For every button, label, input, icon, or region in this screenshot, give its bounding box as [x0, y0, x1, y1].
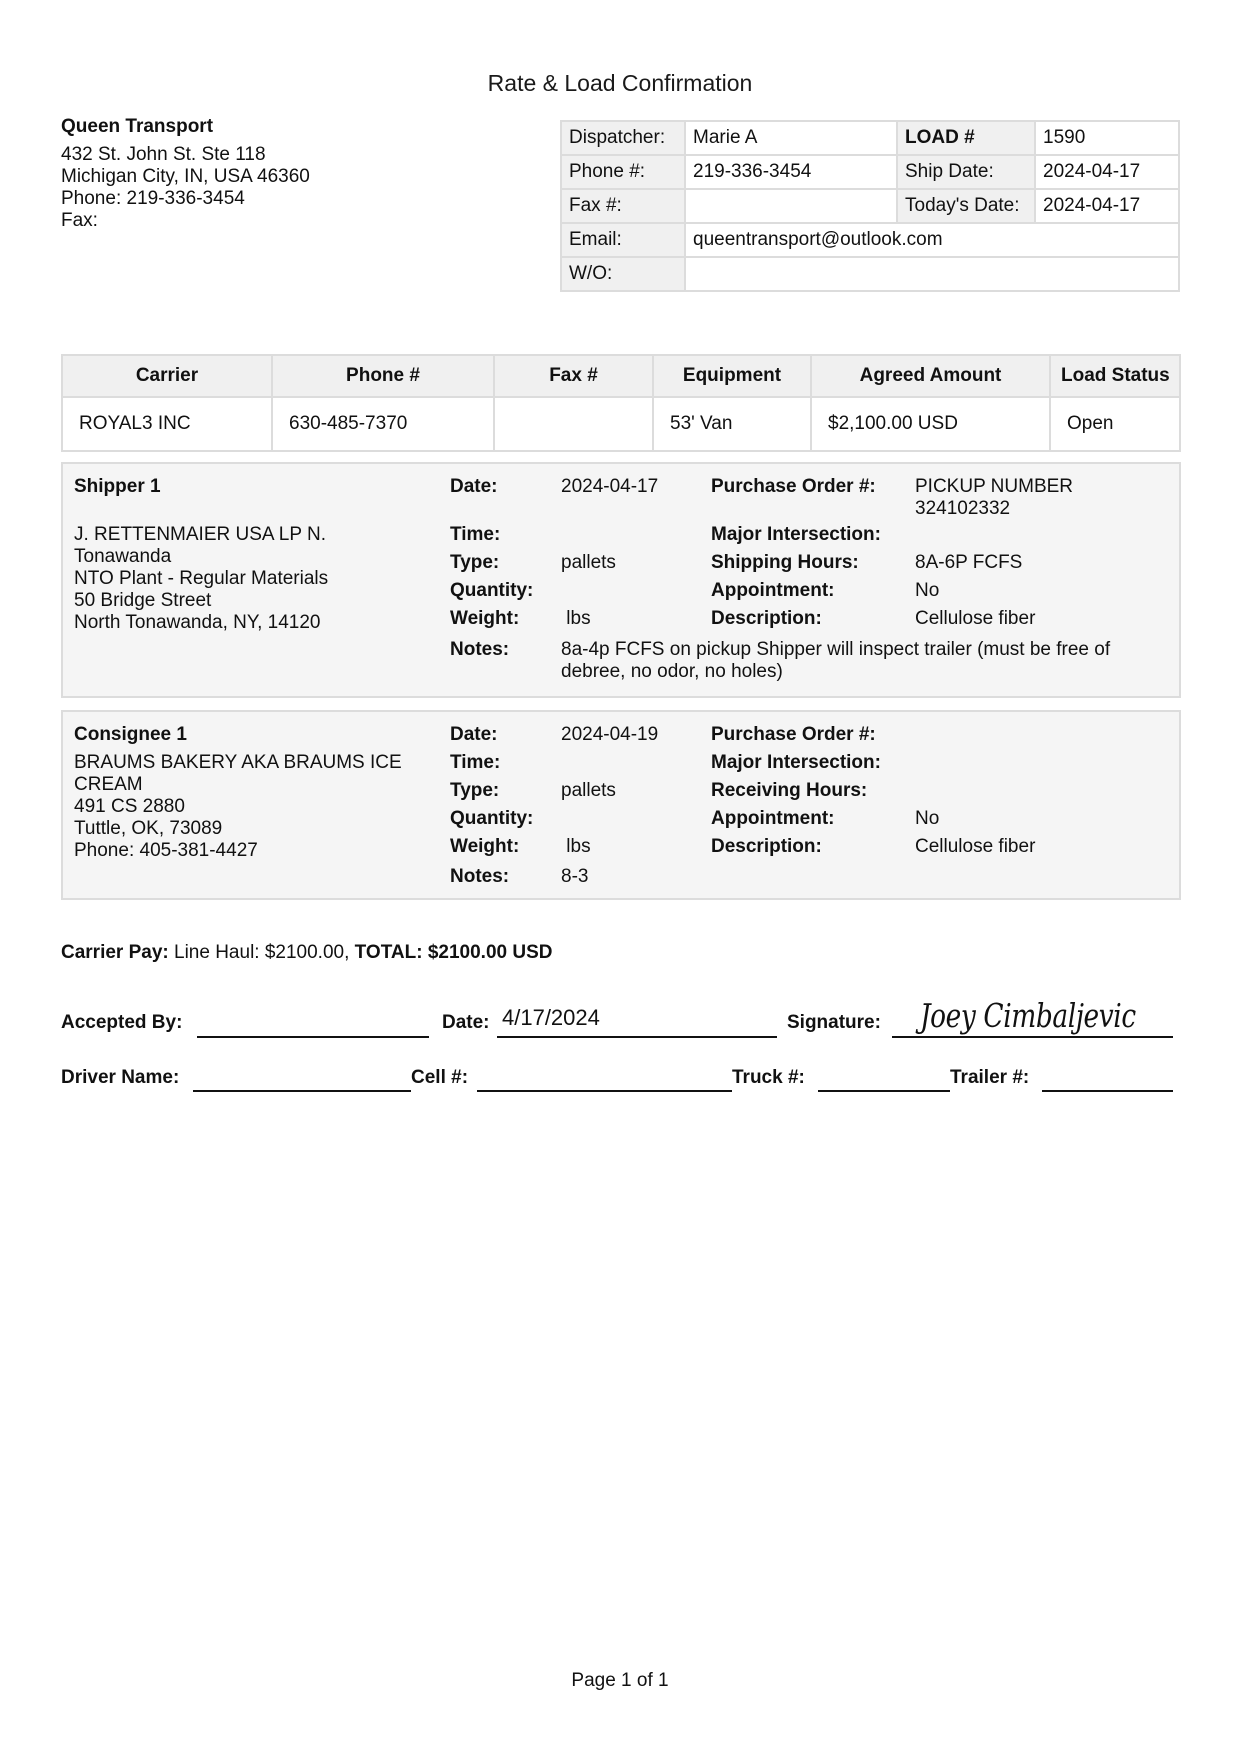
accept-date-label: Date:	[442, 1012, 490, 1033]
carrier-table-header	[62, 355, 1180, 397]
shipper-type-value: pallets	[561, 552, 616, 573]
carrier-pay-line	[61, 942, 552, 964]
carrier-fax-cell	[494, 397, 653, 451]
fax-label: Fax #:	[561, 189, 685, 223]
cell-label: Cell #:	[411, 1067, 469, 1088]
consignee-notes-label: Notes:	[450, 866, 510, 887]
column-header: Fax #	[494, 355, 653, 397]
shipper-date-label: Date:	[450, 476, 498, 497]
ship-date-label: Ship Date:	[897, 155, 1035, 189]
carrier-phone-cell: 630-485-7370	[272, 397, 494, 451]
shipper-type-label: Type:	[450, 552, 500, 573]
load-number-value: 1590	[1035, 121, 1179, 155]
company-address-line2: Michigan City, IN, USA 46360	[61, 166, 310, 187]
shipper-time-label: Time:	[450, 524, 501, 545]
shipper-weight-value: lbs	[561, 608, 591, 629]
signature-label: Signature:	[787, 1012, 881, 1033]
carrier-pay-label: Carrier Pay:	[61, 942, 169, 963]
dispatcher-label: Dispatcher:	[561, 121, 685, 155]
column-header: Load Status	[1050, 355, 1180, 397]
shipper-address	[74, 524, 424, 634]
shipper-hours-label: Shipping Hours:	[711, 552, 859, 573]
consignee-quantity-label: Quantity:	[450, 808, 534, 829]
pay-total: TOTAL: $2100.00 USD	[354, 942, 553, 963]
shipper-section	[61, 462, 1181, 698]
todays-date-label: Today's Date:	[897, 189, 1035, 223]
consignee-intersection-label: Major Intersection:	[711, 752, 881, 773]
carrier-table	[61, 354, 1181, 452]
shipper-date-value: 2024-04-17	[561, 476, 659, 497]
truck-field[interactable]	[818, 1090, 950, 1092]
consignee-date-value: 2024-04-19	[561, 724, 659, 745]
signature-field[interactable]	[892, 1036, 1173, 1038]
carrier-name-cell: ROYAL3 INC	[62, 397, 272, 451]
truck-label: Truck #:	[732, 1067, 805, 1088]
shipper-notes-value: 8a-4p FCFS on pickup Shipper will inspect trailer (must be free of debree, no odor, no holes)	[561, 639, 1111, 682]
consignee-name: BRAUMS BAKERY AKA BRAUMS ICE CREAM	[74, 752, 402, 795]
todays-date-value: 2024-04-17	[1035, 189, 1179, 223]
consignee-address	[74, 752, 424, 862]
load-status-cell: Open	[1050, 397, 1180, 451]
consignee-address-line2: 491 CS 2880	[74, 796, 185, 817]
agreed-amount-cell: $2,100.00 USD	[811, 397, 1050, 451]
accepted-by-field[interactable]	[197, 1036, 429, 1038]
shipper-description-label: Description:	[711, 608, 822, 629]
company-address-line1: 432 St. John St. Ste 118	[61, 144, 266, 165]
dispatcher-value: Marie A	[685, 121, 897, 155]
consignee-weight-label: Weight:	[450, 836, 520, 857]
consignee-description-value: Cellulose fiber	[915, 836, 1036, 857]
consignee-notes-value: 8-3	[561, 866, 589, 887]
email-value: queentransport@outlook.com	[685, 223, 1179, 257]
consignee-address-line3: Tuttle, OK, 73089	[74, 818, 223, 839]
shipper-po-value: PICKUP NUMBER 324102332	[915, 476, 1074, 519]
wo-value	[685, 257, 1179, 291]
accepted-by-label: Accepted By:	[61, 1012, 183, 1033]
shipper-po-label: Purchase Order #:	[711, 476, 876, 497]
company-phone: Phone: 219-336-3454	[61, 188, 245, 209]
consignee-po-label: Purchase Order #:	[711, 724, 876, 745]
consignee-date-label: Date:	[450, 724, 498, 745]
consignee-type-value: pallets	[561, 780, 616, 801]
driver-name-label: Driver Name:	[61, 1067, 180, 1088]
consignee-section	[61, 710, 1181, 900]
accept-date-field[interactable]	[497, 1036, 777, 1038]
shipper-weight-label: Weight:	[450, 608, 520, 629]
consignee-description-label: Description:	[711, 836, 822, 857]
column-header: Phone #	[272, 355, 494, 397]
dispatch-info-table	[560, 120, 1180, 292]
driver-name-field[interactable]	[193, 1090, 411, 1092]
wo-label: W/O:	[561, 257, 685, 291]
table-row	[62, 397, 1180, 451]
consignee-type-label: Type:	[450, 780, 500, 801]
shipper-hours-value: 8A-6P FCFS	[915, 552, 1023, 573]
consignee-appointment-value: No	[915, 808, 940, 829]
shipper-quantity-label: Quantity:	[450, 580, 534, 601]
consignee-appointment-label: Appointment:	[711, 808, 835, 829]
column-header: Equipment	[653, 355, 811, 397]
trailer-field[interactable]	[1042, 1090, 1173, 1092]
shipper-appointment-value: No	[915, 580, 940, 601]
equipment-cell: 53' Van	[653, 397, 811, 451]
load-number-label: LOAD #	[897, 121, 1035, 155]
phone-label: Phone #:	[561, 155, 685, 189]
company-block	[61, 116, 310, 232]
consignee-weight-value: lbs	[561, 836, 591, 857]
phone-value: 219-336-3454	[685, 155, 897, 189]
shipper-appointment-label: Appointment:	[711, 580, 835, 601]
shipper-address-line2: NTO Plant - Regular Materials	[74, 568, 329, 589]
company-fax: Fax:	[61, 210, 98, 231]
document-title: Rate & Load Confirmation	[487, 70, 753, 96]
shipper-address-line3: 50 Bridge Street	[74, 590, 212, 611]
shipper-name: J. RETTENMAIER USA LP N. Tonawanda	[74, 524, 326, 567]
line-haul-amount: Line Haul: $2100.00,	[168, 942, 355, 963]
shipper-intersection-label: Major Intersection:	[711, 524, 881, 545]
shipper-notes-label: Notes:	[450, 639, 510, 660]
consignee-hours-label: Receiving Hours:	[711, 780, 868, 801]
shipper-description-value: Cellulose fiber	[915, 608, 1036, 629]
consignee-phone: Phone: 405-381-4427	[74, 840, 258, 861]
column-header: Carrier	[62, 355, 272, 397]
shipper-title: Shipper 1	[74, 476, 161, 497]
shipper-address-line4: North Tonawanda, NY, 14120	[74, 612, 321, 633]
consignee-time-label: Time:	[450, 752, 501, 773]
trailer-label: Trailer #:	[950, 1067, 1030, 1088]
cell-field[interactable]	[477, 1090, 732, 1092]
ship-date-value: 2024-04-17	[1035, 155, 1179, 189]
company-name: Queen Transport	[61, 116, 214, 137]
accept-date-value: 4/17/2024	[502, 1005, 600, 1030]
consignee-title: Consignee 1	[74, 724, 187, 745]
page-number: Page 1 of 1	[571, 1670, 669, 1691]
fax-value	[685, 189, 897, 223]
handwritten-signature: Joey Cimbaljevic	[920, 996, 1136, 1035]
email-label: Email:	[561, 223, 685, 257]
column-header: Agreed Amount	[811, 355, 1050, 397]
